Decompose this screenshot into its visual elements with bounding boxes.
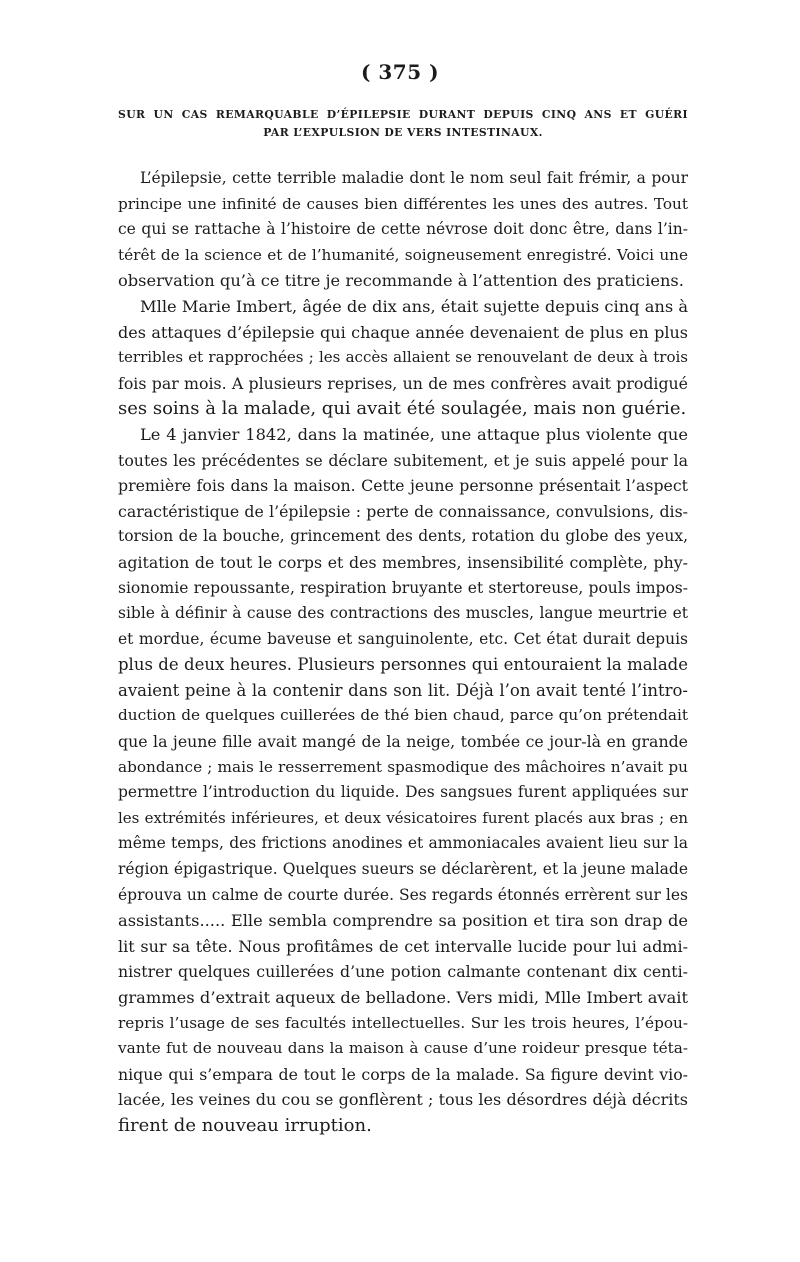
body-line: ses soins à la malade, qui avait été soulagée, mais non guérie.	[118, 398, 687, 420]
body-line: éprouva un calme de courte durée. Ses regards étonnés errèrent sur les	[118, 885, 688, 904]
body-line: plus de deux heures. Plusieurs personnes qui entouraient la malade	[118, 655, 688, 675]
body-line: duction de quelques cuillerées de thé bien chaud, parce qu’on prétendait	[118, 706, 688, 725]
body-line: permettre l’introduction du liquide. Des sangsues furent appliquées sur	[118, 783, 688, 802]
body-line: lit sur sa tête. Nous profitâmes de cet intervalle lucide pour lui admi-	[118, 936, 688, 956]
body-line: nistrer quelques cuillerées d’une potion calmante contenant dix centi-	[118, 962, 688, 982]
body-line: que la jeune fille avait mangé de la neige, tombée ce jour-là en grande	[118, 732, 688, 752]
body-line: sionomie repoussante, respiration bruyante et stertoreuse, pouls impos-	[118, 578, 688, 597]
body-line: fois par mois. A plusieurs reprises, un de mes confrères avait prodigué	[118, 373, 688, 393]
body-line: terribles et rapprochées ; les accès allaient se renouvelant de deux à trois	[118, 348, 688, 367]
body-line: ce qui se rattache à l’histoire de cette névrose doit donc être, dans l’in-	[118, 220, 688, 239]
body-line: agitation de tout le corps et des membres, insensibilité complète, phy-	[118, 552, 688, 572]
body-line: assistants..... Elle sembla comprendre sa position et tira son drap de	[118, 911, 688, 931]
body-line: les extrémités inférieures, et deux vésicatoires furent placés aux bras ; en	[118, 808, 688, 827]
body-line: lacée, les veines du cou se gonflèrent ; tous les désordres déjà décrits	[118, 1090, 688, 1110]
page-number: ( 375 )	[360, 60, 440, 84]
body-line: principe une infinité de causes bien différentes les unes des autres. Tout	[118, 194, 688, 213]
body-line: Mlle Marie Imbert, âgée de dix ans, était sujette depuis cinq ans à	[140, 296, 689, 316]
body-line: abondance ; mais le resserrement spasmodique des mâchoires n’avait pu	[118, 757, 688, 776]
body-line: observation qu’à ce titre je recommande à l’attention des praticiens.	[118, 271, 684, 291]
body-line: vante fut de nouveau dans la maison à cause d’une roideur presque téta-	[118, 1039, 688, 1058]
body-line: L’épilepsie, cette terrible maladie dont le nom seul fait frémir, a pour	[140, 169, 688, 187]
body-line: avaient peine à la contenir dans son lit. Déjà l’on avait tenté l’intro-	[118, 680, 688, 700]
body-line: première fois dans la maison. Cette jeune personne présentait l’aspect	[118, 476, 688, 496]
article-title	[118, 106, 688, 142]
body-line: caractéristique de l’épilepsie : perte de connaissance, convulsions, dis-	[118, 501, 688, 521]
body-line: région épigastrique. Quelques sueurs se déclarèrent, et la jeune malade	[118, 860, 688, 879]
body-line: grammes d’extrait aqueux de belladone. Vers midi, Mlle Imbert avait	[118, 988, 688, 1007]
title-line-1: SUR UN CAS REMARQUABLE D’ÉPILEPSIE DURANT DEPUIS CINQ ANS ET GUÉRI	[118, 108, 688, 121]
body-line: et mordue, écume baveuse et sanguinolente, etc. Cet état durait depuis	[118, 629, 688, 648]
body-line: torsion de la bouche, grincement des dents, rotation du globe des yeux,	[118, 527, 688, 546]
body-line: toutes les précédentes se déclare subitement, et je suis appelé pour la	[118, 450, 688, 470]
body-line: même temps, des frictions anodines et ammoniacales avaient lieu sur la	[118, 834, 688, 853]
body-line: des attaques d’épilepsie qui chaque année devenaient de plus en plus	[118, 322, 688, 342]
body-line: Le 4 janvier 1842, dans la matinée, une attaque plus violente que	[140, 424, 688, 444]
body-line: térêt de la science et de l’humanité, soigneusement enregistré. Voici une	[118, 245, 688, 264]
body-line: firent de nouveau irruption.	[118, 1114, 372, 1136]
body-text	[118, 166, 688, 1139]
title-line-2: PAR L’EXPULSION DE VERS INTESTINAUX.	[263, 126, 543, 139]
body-line: nique qui s’empara de tout le corps de la malade. Sa figure devint vio-	[118, 1064, 688, 1084]
body-line: repris l’usage de ses facultés intellectuelles. Sur les trois heures, l’épou-	[118, 1013, 688, 1032]
body-line: sible à définir à cause des contractions des muscles, langue meurtrie et	[118, 604, 688, 623]
